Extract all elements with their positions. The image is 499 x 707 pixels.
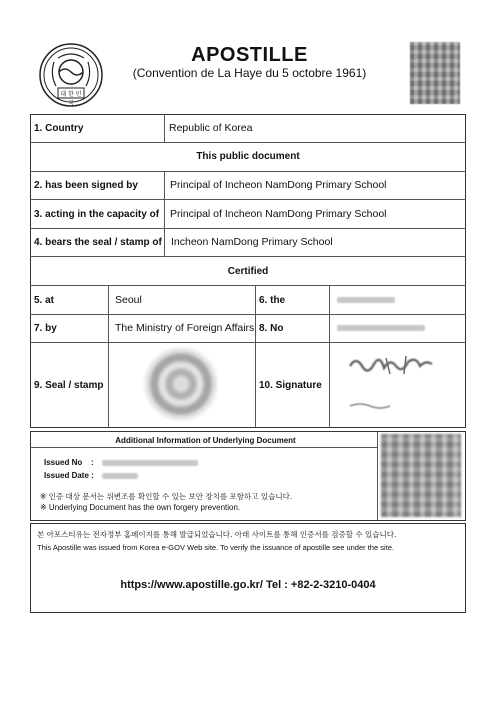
issued-no-redacted	[102, 460, 198, 466]
additional-info-heading: Additional Information of Underlying Document	[115, 436, 296, 445]
issued-date-redacted	[102, 473, 138, 479]
footer-korean: 본 아포스티유는 전자정부 홈페이지를 통해 발급되었습니다. 아래 사이트를 통해 인증서를 검증할 수 있습니다.	[37, 530, 397, 539]
signature-label: 10. Signature	[259, 380, 322, 391]
qr-code-icon	[410, 42, 460, 104]
document-heading: This public document	[196, 151, 300, 162]
no-label: 8. No	[259, 323, 284, 334]
the-label: 6. the	[259, 295, 286, 306]
at-value: Seoul	[115, 294, 142, 306]
footer-english: This Apostille was issued from Korea e-GOV Web site. To verify the issuance of apostille see under the site.	[37, 543, 394, 552]
issued-no-label: Issued No	[44, 458, 83, 467]
country-value: Republic of Korea	[169, 122, 253, 134]
signature-icon	[346, 352, 436, 412]
date-redacted	[337, 297, 395, 303]
signed-value: Principal of Incheon NamDong Primary School	[170, 179, 387, 191]
issued-no-colon: :	[91, 458, 94, 467]
issued-date-label: Issued Date :	[44, 471, 94, 480]
note-korean: ※ 인증 대상 문서는 위변조를 확인할 수 있는 보안 장치를 포함하고 있습니다.	[40, 492, 293, 501]
stamp-label: 9. Seal / stamp	[34, 380, 104, 391]
document-qr-code-icon	[381, 434, 461, 517]
page-title: APOSTILLE	[191, 44, 308, 66]
signed-label: 2. has been signed by	[34, 180, 138, 191]
official-seal-icon	[145, 348, 217, 420]
emblem-text: 대 한 민 국	[60, 91, 82, 107]
seal-label: 4. bears the seal / stamp of	[34, 237, 162, 248]
footer-contact: https://www.apostille.go.kr/ Tel : +82-2-3210-0404	[120, 579, 376, 591]
certified-heading: Certified	[227, 266, 269, 277]
page-subtitle: (Convention de La Haye du 5 octobre 1961)	[132, 66, 367, 80]
note-english: ※ Underlying Document has the own forgery prevention.	[40, 503, 241, 512]
capacity-value: Principal of Incheon NamDong Primary School	[170, 208, 387, 220]
at-label: 5. at	[34, 295, 55, 306]
country-label: 1. Country	[34, 123, 84, 134]
seal-value: Incheon NamDong Primary School	[171, 236, 333, 248]
by-label: 7. by	[34, 323, 57, 334]
capacity-label: 3. acting in the capacity of	[34, 209, 160, 220]
number-redacted	[337, 325, 425, 331]
by-value: The Ministry of Foreign Affairs	[115, 322, 255, 334]
